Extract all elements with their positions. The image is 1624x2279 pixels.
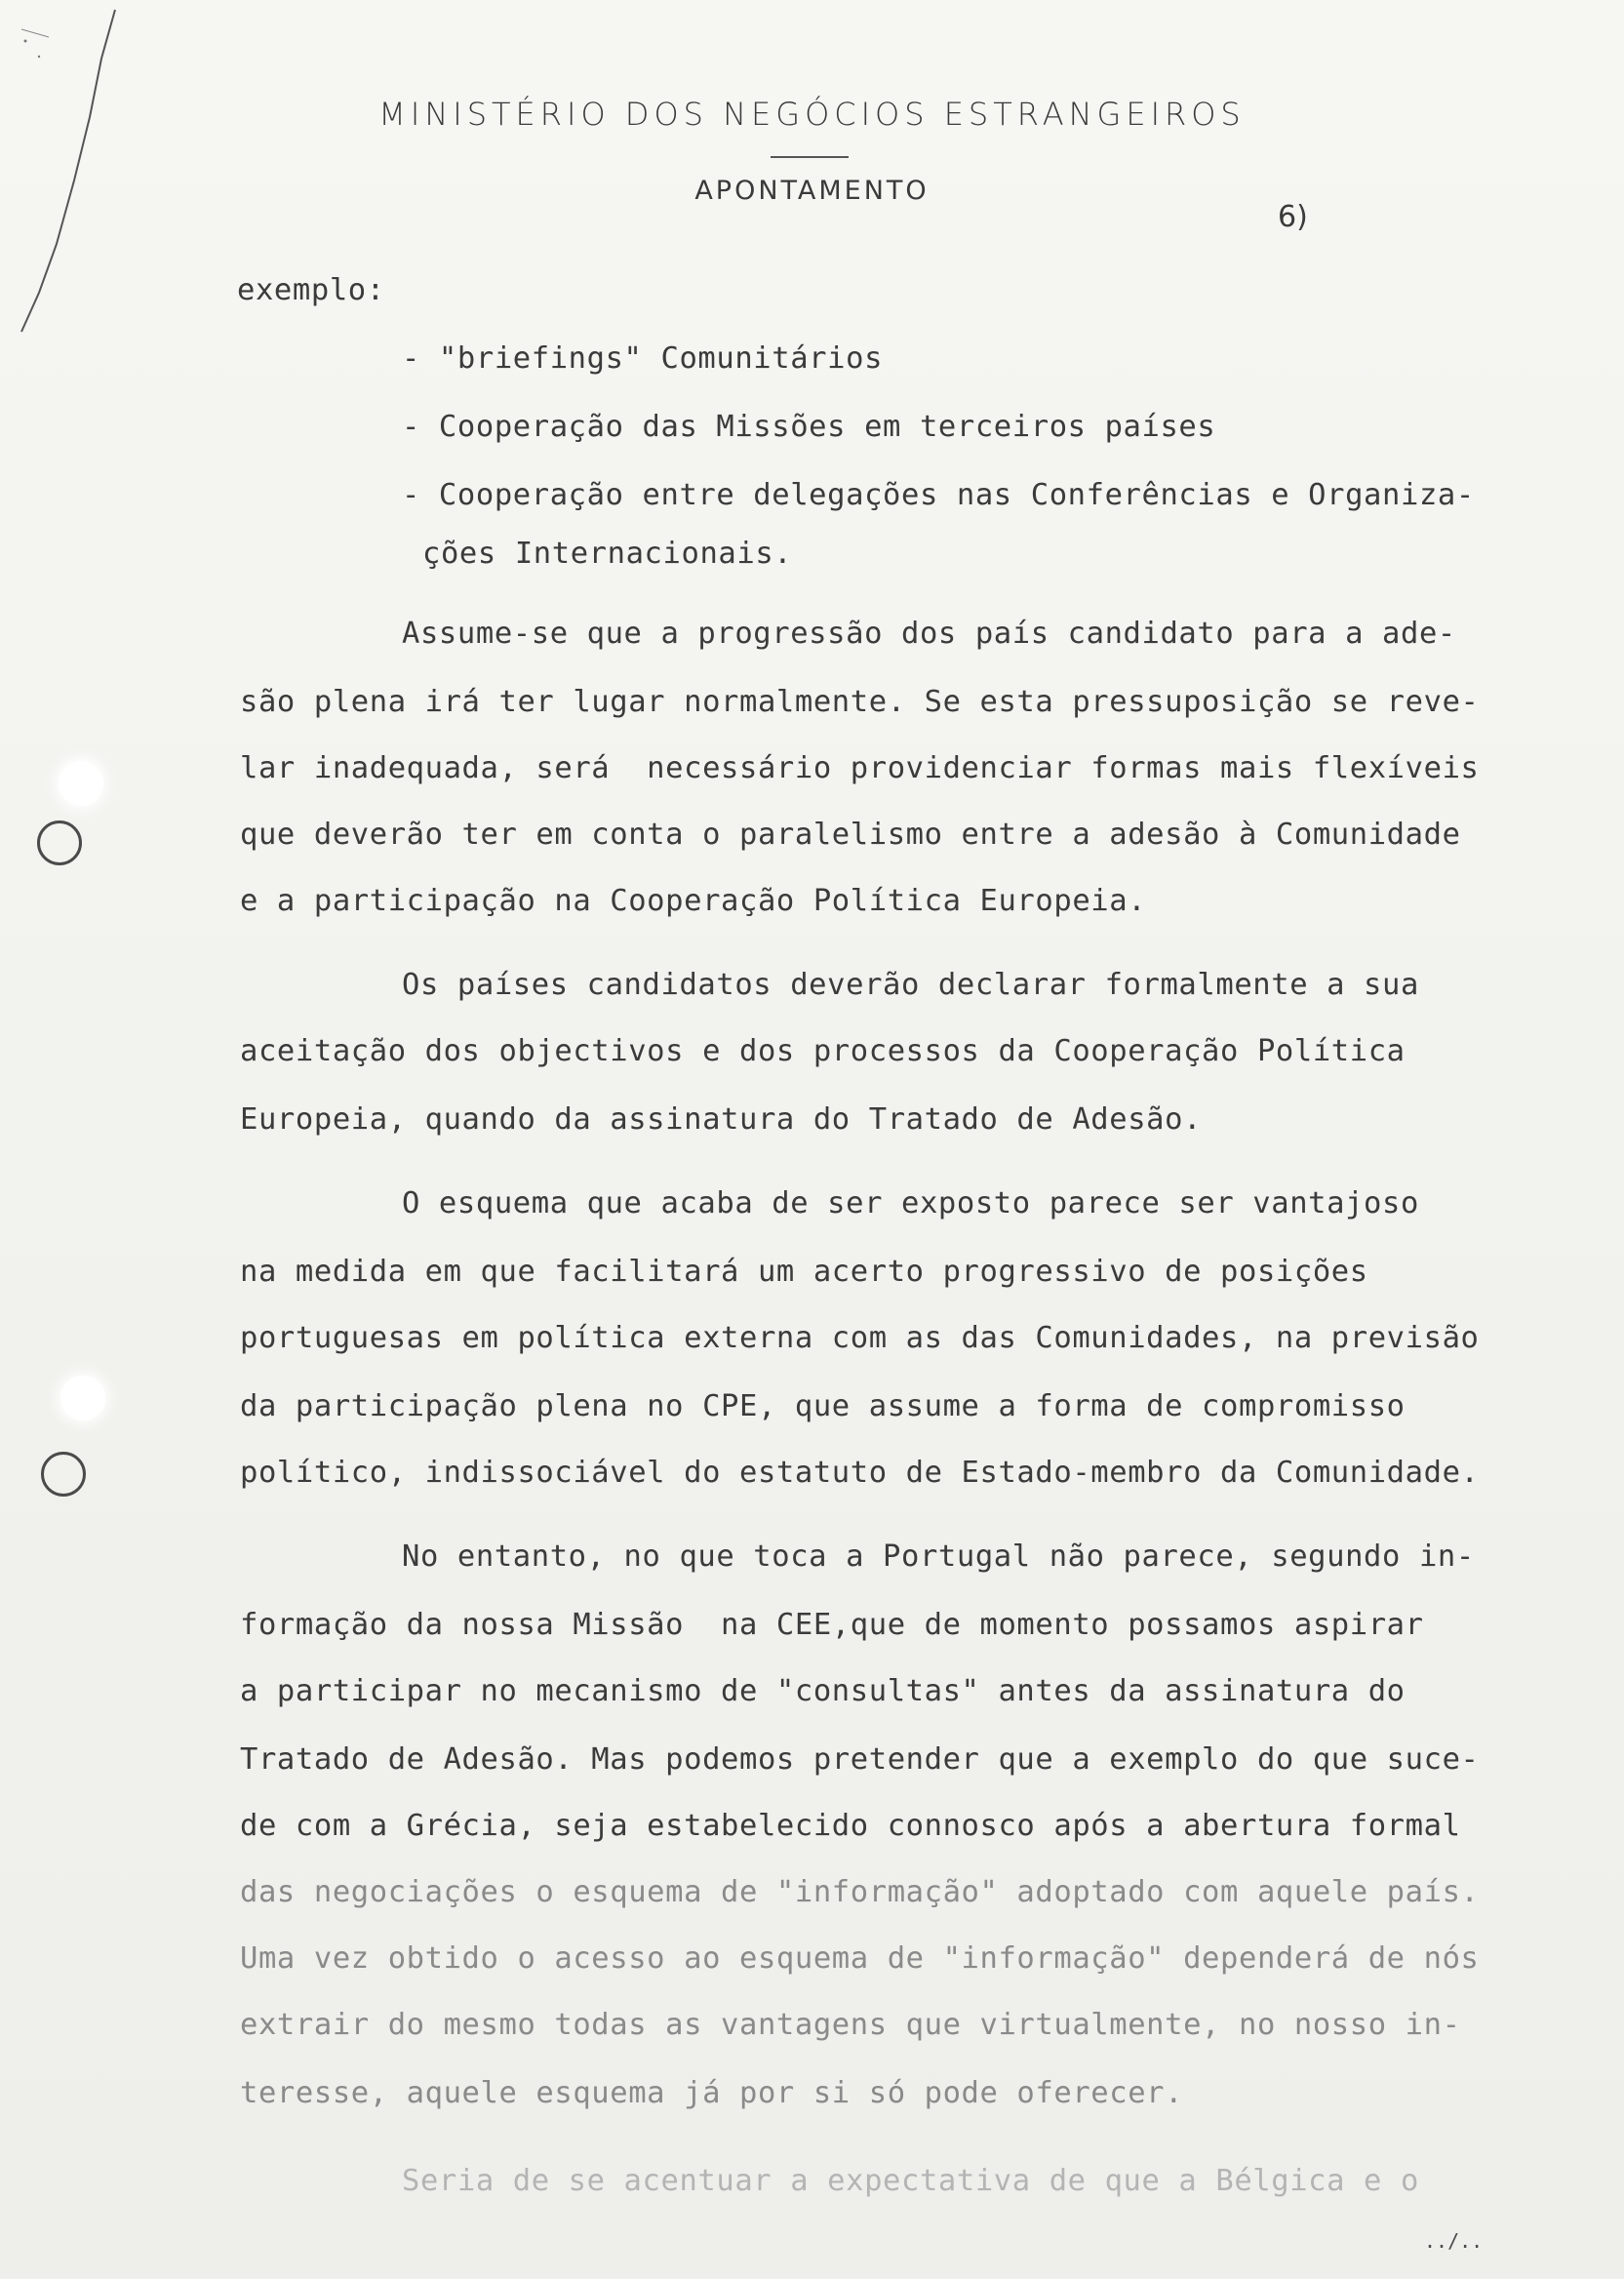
punch-hole-upper	[37, 820, 82, 865]
paragraph-line: a participar no mecanismo de "consultas" antes da assinatura do	[240, 1674, 1406, 1708]
bullet-item: - Cooperação das Missões em terceiros países	[402, 410, 1216, 444]
paragraph-line: No entanto, no que toca a Portugal não parece, segundo in-	[402, 1539, 1475, 1574]
paragraph-line: que deverão ter em conta o paralelismo entre a adesão à Comunidade	[240, 818, 1461, 852]
paragraph-line: Assume-se que a progressão dos país candidato para a ade-	[402, 617, 1456, 651]
paragraph-line: Europeia, quando da assinatura do Tratado de Adesão.	[240, 1102, 1203, 1137]
bullet-item: - Cooperação entre delegações nas Conferências e Organiza-	[402, 478, 1475, 512]
paragraph-line-faded: Uma vez obtido o acesso ao esquema de "informação" dependerá de nós	[240, 1941, 1480, 1976]
paragraph-line: lar inadequada, será necessário providenciar formas mais flexíveis	[240, 751, 1480, 785]
paragraph-line: portuguesas em política externa com as das Comunidades, na previsão	[240, 1321, 1480, 1355]
paragraph-line-faded: extrair do mesmo todas as vantagens que virtualmente, no nosso in-	[240, 2008, 1461, 2042]
paragraph-line: Os países candidatos deverão declarar formalmente a sua	[402, 968, 1419, 1002]
punch-hole-ghost-upper	[59, 761, 103, 806]
ministry-heading: MINISTÉRIO DOS NEGÓCIOS ESTRANGEIROS	[378, 96, 1246, 133]
paragraph-line: Tratado de Adesão. Mas podemos pretender que a exemplo do que suce-	[240, 1742, 1480, 1777]
paragraph-line: são plena irá ter lugar normalmente. Se esta pressuposição se reve-	[240, 685, 1480, 719]
paragraph-line: formação da nossa Missão na CEE,que de momento possamos aspirar	[240, 1608, 1424, 1642]
paragraph-line: político, indissociável do estatuto de Estado-membro da Comunidade.	[240, 1456, 1480, 1490]
paragraph-line: e a participação na Cooperação Política Europeia.	[240, 884, 1147, 918]
paragraph-line: O esquema que acaba de ser exposto parece ser vantajoso	[402, 1186, 1419, 1220]
bullet-item: - "briefings" Comunitários	[402, 341, 884, 376]
paragraph-line: na medida em que facilitará um acerto progressivo de posições	[240, 1255, 1368, 1289]
paragraph-line-faded: teresse, aquele esquema já por si só pode oferecer.	[240, 2076, 1184, 2110]
punch-hole-lower	[41, 1452, 86, 1497]
bullet-continuation: ções Internacionais.	[422, 537, 793, 571]
intro-line: exemplo:	[237, 273, 385, 307]
punch-hole-ghost-lower	[60, 1376, 105, 1420]
paragraph-line-faded: das negociações o esquema de "informação" adoptado com aquele país.	[240, 1875, 1480, 1909]
continuation-mark: ../..	[1424, 2229, 1484, 2253]
document-type: APONTAMENTO	[694, 176, 930, 206]
heading-rule	[771, 156, 849, 158]
paragraph-line: aceitação dos objectivos e dos processos da Cooperação Política	[240, 1034, 1406, 1068]
page-number: 6)	[1278, 200, 1308, 234]
paragraph-line-faded: Seria de se acentuar a expectativa de que a Bélgica e o	[402, 2164, 1419, 2198]
paragraph-line: da participação plena no CPE, que assume a forma de compromisso	[240, 1389, 1406, 1423]
paragraph-line: de com a Grécia, seja estabelecido connosco após a abertura formal	[240, 1809, 1461, 1843]
